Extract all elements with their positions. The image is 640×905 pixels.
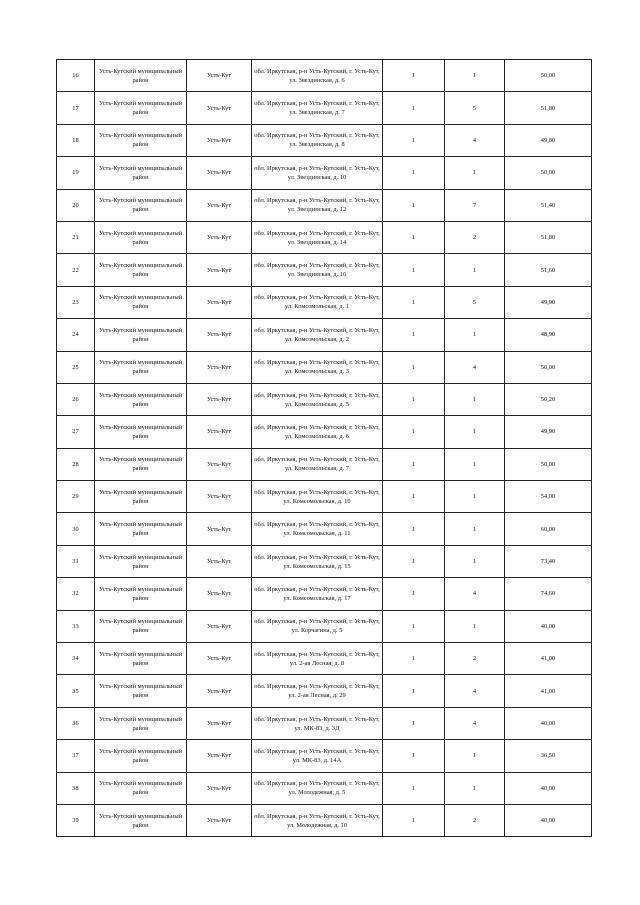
district-cell: Усть-Кутский муниципальный район: [95, 157, 187, 189]
count-cell: 1: [383, 578, 445, 610]
row-number-cell: 33: [57, 610, 95, 642]
count-cell: 1: [383, 545, 445, 577]
row-number-cell: 24: [57, 319, 95, 351]
table-row: [57, 157, 592, 189]
table-row: [57, 351, 592, 383]
row-number-cell: 26: [57, 383, 95, 415]
district-cell: Усть-Кутский муниципальный район: [95, 60, 187, 92]
quantity-cell: 5: [445, 92, 505, 124]
housing-register-table: [56, 59, 592, 837]
row-number-cell: 17: [57, 92, 95, 124]
table-row: [57, 124, 592, 156]
quantity-cell: 1: [445, 60, 505, 92]
count-cell: 1: [383, 804, 445, 836]
area-cell: 51,80: [505, 92, 592, 124]
settlement-cell: Усть-Кут: [187, 189, 252, 221]
quantity-cell: 1: [445, 416, 505, 448]
row-number-cell: 28: [57, 448, 95, 480]
settlement-cell: Усть-Кут: [187, 254, 252, 286]
area-cell: 50,00: [505, 448, 592, 480]
district-cell: Усть-Кутский муниципальный район: [95, 416, 187, 448]
area-cell: 36,50: [505, 740, 592, 772]
row-number-cell: 37: [57, 740, 95, 772]
area-cell: 50,00: [505, 60, 592, 92]
area-cell: 73,40: [505, 545, 592, 577]
count-cell: 1: [383, 675, 445, 707]
quantity-cell: 1: [445, 383, 505, 415]
settlement-cell: Усть-Кут: [187, 351, 252, 383]
address-cell: обл. Иркутская, р-н Усть-Кутский, г. Усть-Кут, ул. МК-83, д. 3Д: [252, 707, 383, 739]
settlement-cell: Усть-Кут: [187, 578, 252, 610]
address-cell: обл. Иркутская, р-н Усть-Кутский, г. Усть-Кут, ул. Звездинская, д. 7: [252, 92, 383, 124]
district-cell: Усть-Кутский муниципальный район: [95, 124, 187, 156]
row-number-cell: 19: [57, 157, 95, 189]
settlement-cell: Усть-Кут: [187, 92, 252, 124]
table-row: [57, 578, 592, 610]
area-cell: 60,00: [505, 513, 592, 545]
table-row: [57, 675, 592, 707]
district-cell: Усть-Кутский муниципальный район: [95, 92, 187, 124]
row-number-cell: 27: [57, 416, 95, 448]
count-cell: 1: [383, 254, 445, 286]
area-cell: 51,80: [505, 221, 592, 253]
area-cell: 50,20: [505, 383, 592, 415]
table-row: [57, 286, 592, 318]
row-number-cell: 32: [57, 578, 95, 610]
address-cell: обл. Иркутская, р-н Усть-Кутский, г. Усть-Кут, ул. Молодежная, д. 5: [252, 772, 383, 804]
table-row: [57, 643, 592, 675]
count-cell: 1: [383, 92, 445, 124]
district-cell: Усть-Кутский муниципальный район: [95, 740, 187, 772]
address-cell: обл. Иркутская, р-н Усть-Кутский, г. Усть-Кут, ул. Комсомольская, д. 17: [252, 578, 383, 610]
address-cell: обл. Иркутская, р-н Усть-Кутский, г. Усть-Кут, ул. Комсомольская, д. 7: [252, 448, 383, 480]
quantity-cell: 1: [445, 481, 505, 513]
table-row: [57, 610, 592, 642]
address-cell: обл. Иркутская, р-н Усть-Кутский, г. Усть-Кут, ул. Звездинская, д. 6: [252, 60, 383, 92]
quantity-cell: 2: [445, 643, 505, 675]
row-number-cell: 31: [57, 545, 95, 577]
area-cell: 49,80: [505, 124, 592, 156]
district-cell: Усть-Кутский муниципальный район: [95, 707, 187, 739]
address-cell: обл. Иркутская, р-н Усть-Кутский, г. Усть-Кут, ул. Комсомольская, д. 3: [252, 351, 383, 383]
row-number-cell: 34: [57, 643, 95, 675]
settlement-cell: Усть-Кут: [187, 772, 252, 804]
quantity-cell: 1: [445, 448, 505, 480]
district-cell: Усть-Кутский муниципальный район: [95, 221, 187, 253]
settlement-cell: Усть-Кут: [187, 448, 252, 480]
address-cell: обл. Иркутская, р-н Усть-Кутский, г. Усть-Кут, ул. Комсомольская, д. 6: [252, 416, 383, 448]
settlement-cell: Усть-Кут: [187, 643, 252, 675]
quantity-cell: 2: [445, 221, 505, 253]
quantity-cell: 5: [445, 286, 505, 318]
settlement-cell: Усть-Кут: [187, 383, 252, 415]
area-cell: 54,00: [505, 481, 592, 513]
area-cell: 40,00: [505, 772, 592, 804]
count-cell: 1: [383, 610, 445, 642]
count-cell: 1: [383, 383, 445, 415]
area-cell: 74,60: [505, 578, 592, 610]
settlement-cell: Усть-Кут: [187, 513, 252, 545]
count-cell: 1: [383, 157, 445, 189]
quantity-cell: 1: [445, 772, 505, 804]
district-cell: Усть-Кутский муниципальный район: [95, 481, 187, 513]
district-cell: Усть-Кутский муниципальный район: [95, 254, 187, 286]
count-cell: 1: [383, 707, 445, 739]
area-cell: 49,90: [505, 416, 592, 448]
area-cell: 51,60: [505, 254, 592, 286]
count-cell: 1: [383, 416, 445, 448]
row-number-cell: 38: [57, 772, 95, 804]
count-cell: 1: [383, 221, 445, 253]
district-cell: Усть-Кутский муниципальный район: [95, 189, 187, 221]
table-row: [57, 707, 592, 739]
row-number-cell: 18: [57, 124, 95, 156]
count-cell: 1: [383, 740, 445, 772]
quantity-cell: 4: [445, 707, 505, 739]
district-cell: Усть-Кутский муниципальный район: [95, 545, 187, 577]
settlement-cell: Усть-Кут: [187, 124, 252, 156]
address-cell: обл. Иркутская, р-н Усть-Кутский, г. Усть-Кут, ул. Комсомольская, д. 10: [252, 481, 383, 513]
count-cell: 1: [383, 351, 445, 383]
area-cell: 40,00: [505, 610, 592, 642]
count-cell: 1: [383, 481, 445, 513]
area-cell: 49,90: [505, 286, 592, 318]
address-cell: обл. Иркутская, р-н Усть-Кутский, г. Усть-Кут, ул. Корчагина, д. 5: [252, 610, 383, 642]
count-cell: 1: [383, 513, 445, 545]
district-cell: Усть-Кутский муниципальный район: [95, 610, 187, 642]
settlement-cell: Усть-Кут: [187, 545, 252, 577]
district-cell: Усть-Кутский муниципальный район: [95, 286, 187, 318]
count-cell: 1: [383, 319, 445, 351]
quantity-cell: 1: [445, 545, 505, 577]
district-cell: Усть-Кутский муниципальный район: [95, 675, 187, 707]
area-cell: 50,00: [505, 351, 592, 383]
settlement-cell: Усть-Кут: [187, 740, 252, 772]
table-body: [57, 60, 592, 837]
address-cell: обл. Иркутская, р-н Усть-Кутский, г. Усть-Кут, ул. Звездинская, д. 8: [252, 124, 383, 156]
settlement-cell: Усть-Кут: [187, 286, 252, 318]
address-cell: обл. Иркутская, р-н Усть-Кутский, г. Усть-Кут, ул. Звездинская, д. 12: [252, 189, 383, 221]
settlement-cell: Усть-Кут: [187, 221, 252, 253]
address-cell: обл. Иркутская, р-н Усть-Кутский, г. Усть-Кут, ул. Комсомольская, д. 1: [252, 286, 383, 318]
address-cell: обл. Иркутская, р-н Усть-Кутский, г. Усть-Кут, ул. Звездинская, д. 14: [252, 221, 383, 253]
row-number-cell: 21: [57, 221, 95, 253]
address-cell: обл. Иркутская, р-н Усть-Кутский, г. Усть-Кут, ул. Комсомольская, д. 2: [252, 319, 383, 351]
row-number-cell: 25: [57, 351, 95, 383]
table-row: [57, 254, 592, 286]
row-number-cell: 23: [57, 286, 95, 318]
settlement-cell: Усть-Кут: [187, 707, 252, 739]
quantity-cell: 1: [445, 610, 505, 642]
district-cell: Усть-Кутский муниципальный район: [95, 643, 187, 675]
row-number-cell: 36: [57, 707, 95, 739]
area-cell: 40,00: [505, 804, 592, 836]
area-cell: 51,40: [505, 189, 592, 221]
quantity-cell: 4: [445, 675, 505, 707]
row-number-cell: 22: [57, 254, 95, 286]
count-cell: 1: [383, 189, 445, 221]
row-number-cell: 29: [57, 481, 95, 513]
address-cell: обл. Иркутская, р-н Усть-Кутский, г. Усть-Кут, ул. 2-ая Лесная, д. 8: [252, 643, 383, 675]
address-cell: обл. Иркутская, р-н Усть-Кутский, г. Усть-Кут, ул. Комсомольская, д. 15: [252, 545, 383, 577]
quantity-cell: 4: [445, 124, 505, 156]
address-cell: обл. Иркутская, р-н Усть-Кутский, г. Усть-Кут, ул. Молодежная, д. 10: [252, 804, 383, 836]
settlement-cell: Усть-Кут: [187, 610, 252, 642]
table-row: [57, 319, 592, 351]
table-row: [57, 416, 592, 448]
area-cell: 40,00: [505, 707, 592, 739]
table-row: [57, 545, 592, 577]
district-cell: Усть-Кутский муниципальный район: [95, 448, 187, 480]
count-cell: 1: [383, 448, 445, 480]
area-cell: 41,00: [505, 643, 592, 675]
address-cell: обл. Иркутская, р-н Усть-Кутский, г. Усть-Кут, ул. 2-ая Лесная, д. 29: [252, 675, 383, 707]
settlement-cell: Усть-Кут: [187, 675, 252, 707]
quantity-cell: 1: [445, 513, 505, 545]
table-row: [57, 804, 592, 836]
table-row: [57, 513, 592, 545]
row-number-cell: 20: [57, 189, 95, 221]
row-number-cell: 39: [57, 804, 95, 836]
quantity-cell: 1: [445, 157, 505, 189]
quantity-cell: 2: [445, 804, 505, 836]
quantity-cell: 7: [445, 189, 505, 221]
settlement-cell: Усть-Кут: [187, 481, 252, 513]
district-cell: Усть-Кутский муниципальный район: [95, 804, 187, 836]
row-number-cell: 30: [57, 513, 95, 545]
table-row: [57, 189, 592, 221]
settlement-cell: Усть-Кут: [187, 60, 252, 92]
settlement-cell: Усть-Кут: [187, 416, 252, 448]
address-cell: обл. Иркутская, р-н Усть-Кутский, г. Усть-Кут, ул. МК-83, д. 14А: [252, 740, 383, 772]
table-row: [57, 772, 592, 804]
address-cell: обл. Иркутская, р-н Усть-Кутский, г. Усть-Кут, ул. Звездинская, д. 10: [252, 157, 383, 189]
table-row: [57, 60, 592, 92]
district-cell: Усть-Кутский муниципальный район: [95, 351, 187, 383]
address-cell: обл. Иркутская, р-н Усть-Кутский, г. Усть-Кут, ул. Комсомольская, д. 5: [252, 383, 383, 415]
table-row: [57, 740, 592, 772]
quantity-cell: 4: [445, 351, 505, 383]
address-cell: обл. Иркутская, р-н Усть-Кутский, г. Усть-Кут, ул. Комсомольская, д. 11: [252, 513, 383, 545]
table-row: [57, 448, 592, 480]
settlement-cell: Усть-Кут: [187, 319, 252, 351]
area-cell: 48,90: [505, 319, 592, 351]
district-cell: Усть-Кутский муниципальный район: [95, 772, 187, 804]
district-cell: Усть-Кутский муниципальный район: [95, 383, 187, 415]
area-cell: 50,00: [505, 157, 592, 189]
area-cell: 41,00: [505, 675, 592, 707]
address-cell: обл. Иркутская, р-н Усть-Кутский, г. Усть-Кут, ул. Звездинская, д. 16: [252, 254, 383, 286]
district-cell: Усть-Кутский муниципальный район: [95, 513, 187, 545]
count-cell: 1: [383, 124, 445, 156]
table-row: [57, 383, 592, 415]
settlement-cell: Усть-Кут: [187, 804, 252, 836]
row-number-cell: 35: [57, 675, 95, 707]
table-row: [57, 481, 592, 513]
quantity-cell: 1: [445, 319, 505, 351]
settlement-cell: Усть-Кут: [187, 157, 252, 189]
count-cell: 1: [383, 60, 445, 92]
table-row: [57, 221, 592, 253]
district-cell: Усть-Кутский муниципальный район: [95, 578, 187, 610]
quantity-cell: 4: [445, 578, 505, 610]
table-row: [57, 92, 592, 124]
count-cell: 1: [383, 772, 445, 804]
row-number-cell: 16: [57, 60, 95, 92]
quantity-cell: 1: [445, 254, 505, 286]
count-cell: 1: [383, 286, 445, 318]
count-cell: 1: [383, 643, 445, 675]
district-cell: Усть-Кутский муниципальный район: [95, 319, 187, 351]
quantity-cell: 1: [445, 740, 505, 772]
